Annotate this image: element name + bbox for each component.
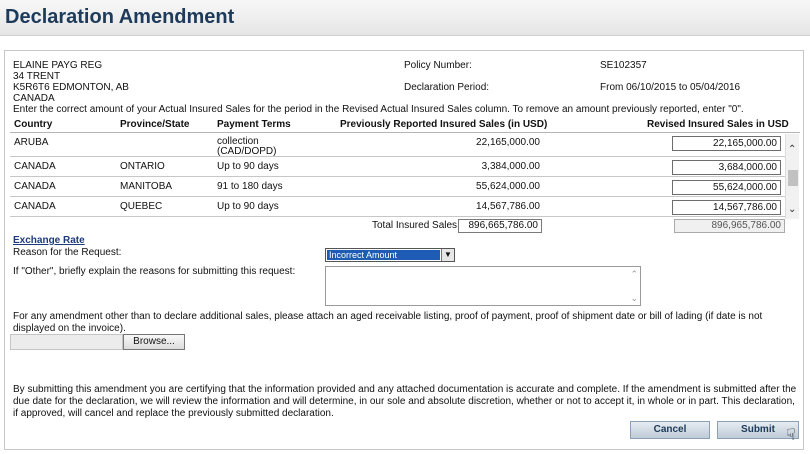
column-header-revised-sales: Revised Insured Sales in USD — [647, 119, 789, 130]
cell-payment-terms: Up to 90 days — [217, 201, 279, 212]
column-header-province: Province/State — [120, 119, 190, 130]
file-path-field[interactable] — [10, 334, 123, 350]
attachment-note: For any amendment other than to declare additional sales, please attach an aged receivable listing, proof of payment, proof of shipment date or bill of lading (if date is not displayed on the invoice). — [13, 311, 763, 334]
other-reason-textarea[interactable] — [325, 266, 641, 306]
page-title: Declaration Amendment — [5, 6, 235, 28]
cell-province: QUEBEC — [120, 201, 163, 212]
column-header-payment-terms: Payment Terms — [217, 119, 291, 130]
insured-name: ELAINE PAYG REG — [13, 60, 103, 71]
column-header-country: Country — [14, 119, 53, 130]
hand-pointer-icon: ☟ — [786, 427, 796, 444]
chevron-down-icon: ⌄ — [630, 293, 638, 303]
cell-province: ONTARIO — [120, 161, 165, 172]
chevron-up-icon: ⌃ — [630, 269, 638, 279]
triangle-down-icon[interactable]: ▼ — [441, 249, 454, 261]
cell-payment-terms: 91 to 180 days — [217, 181, 283, 192]
cell-country: CANADA — [14, 181, 56, 192]
cell-previous-sales: 55,624,000.00 — [476, 181, 540, 192]
title-bar — [0, 0, 810, 36]
scrollbar-thumb[interactable] — [788, 170, 798, 186]
certification-text: By submitting this amendment you are certifying that the information provided and any attached documentation is accurate and complete. If the amendment is submitted after the due date for the declaration, we will review the information and will determine, in our sole and absolute discretion, whether or not to accept it, in whole or in part. This declaration, if approved, will cancel and replace the previously submitted declaration. — [13, 384, 797, 419]
instructions-text: Enter the correct amount of your Actual Insured Sales for the period in the Revised Actual Insured Sales column. To remove an amount previously reported, enter "0". — [13, 104, 744, 115]
cancel-button[interactable]: Cancel — [630, 421, 710, 439]
browse-button[interactable]: Browse... — [123, 334, 185, 350]
cell-payment-terms: collection (CAD/DOPD) — [217, 136, 277, 157]
address-line-1: 34 TRENT — [13, 71, 61, 82]
cell-previous-sales: 3,384,000.00 — [481, 161, 540, 172]
chevron-up-icon[interactable]: ⌃ — [788, 144, 797, 155]
table-header — [10, 116, 800, 133]
cell-country: CANADA — [14, 161, 56, 172]
total-insured-sales-label: Total Insured Sales — [372, 220, 458, 231]
cell-province: MANITOBA — [120, 181, 173, 192]
declaration-period-label: Declaration Period: — [404, 82, 490, 93]
cell-country: CANADA — [14, 201, 56, 212]
revised-sales-input[interactable]: 55,624,000.00 — [672, 180, 781, 195]
revised-sales-input[interactable]: 22,165,000.00 — [672, 136, 781, 151]
sales-table — [10, 116, 800, 217]
reason-selected-value: Incorrect Amount — [327, 250, 440, 260]
policy-number-label: Policy Number: — [404, 60, 472, 71]
cell-payment-terms: Up to 90 days — [217, 161, 279, 172]
column-header-previous-sales: Previously Reported Insured Sales (in USD) — [340, 119, 548, 130]
table-row — [10, 198, 785, 217]
address-line-3: CANADA — [13, 93, 55, 104]
total-revised-sales: 896,965,786.00 — [674, 219, 785, 233]
revised-sales-input[interactable]: 3,684,000.00 — [672, 160, 781, 175]
cell-country: ARUBA — [14, 137, 49, 148]
exchange-rate-link[interactable]: Exchange Rate — [13, 235, 85, 246]
revised-sales-input[interactable]: 14,567,786.00 — [672, 200, 781, 215]
cell-previous-sales: 22,165,000.00 — [476, 137, 540, 148]
declaration-period-value: From 06/10/2015 to 05/04/2016 — [600, 82, 741, 93]
total-previous-sales: 896,665,786.00 — [458, 219, 542, 233]
policy-number-value: SE102357 — [600, 60, 647, 71]
table-scrollbar[interactable] — [785, 134, 799, 219]
table-row — [10, 134, 785, 157]
table-row — [10, 158, 785, 177]
other-reason-label: If "Other", briefly explain the reasons for submitting this request: — [13, 266, 296, 277]
table-row — [10, 178, 785, 197]
cell-previous-sales: 14,567,786.00 — [476, 201, 540, 212]
submit-button[interactable]: Submit — [717, 421, 799, 439]
reason-select[interactable] — [325, 248, 455, 262]
reason-label: Reason for the Request: — [13, 247, 122, 258]
chevron-down-icon[interactable]: ⌄ — [788, 204, 797, 215]
address-line-2: K5R6T6 EDMONTON, AB — [13, 82, 129, 93]
